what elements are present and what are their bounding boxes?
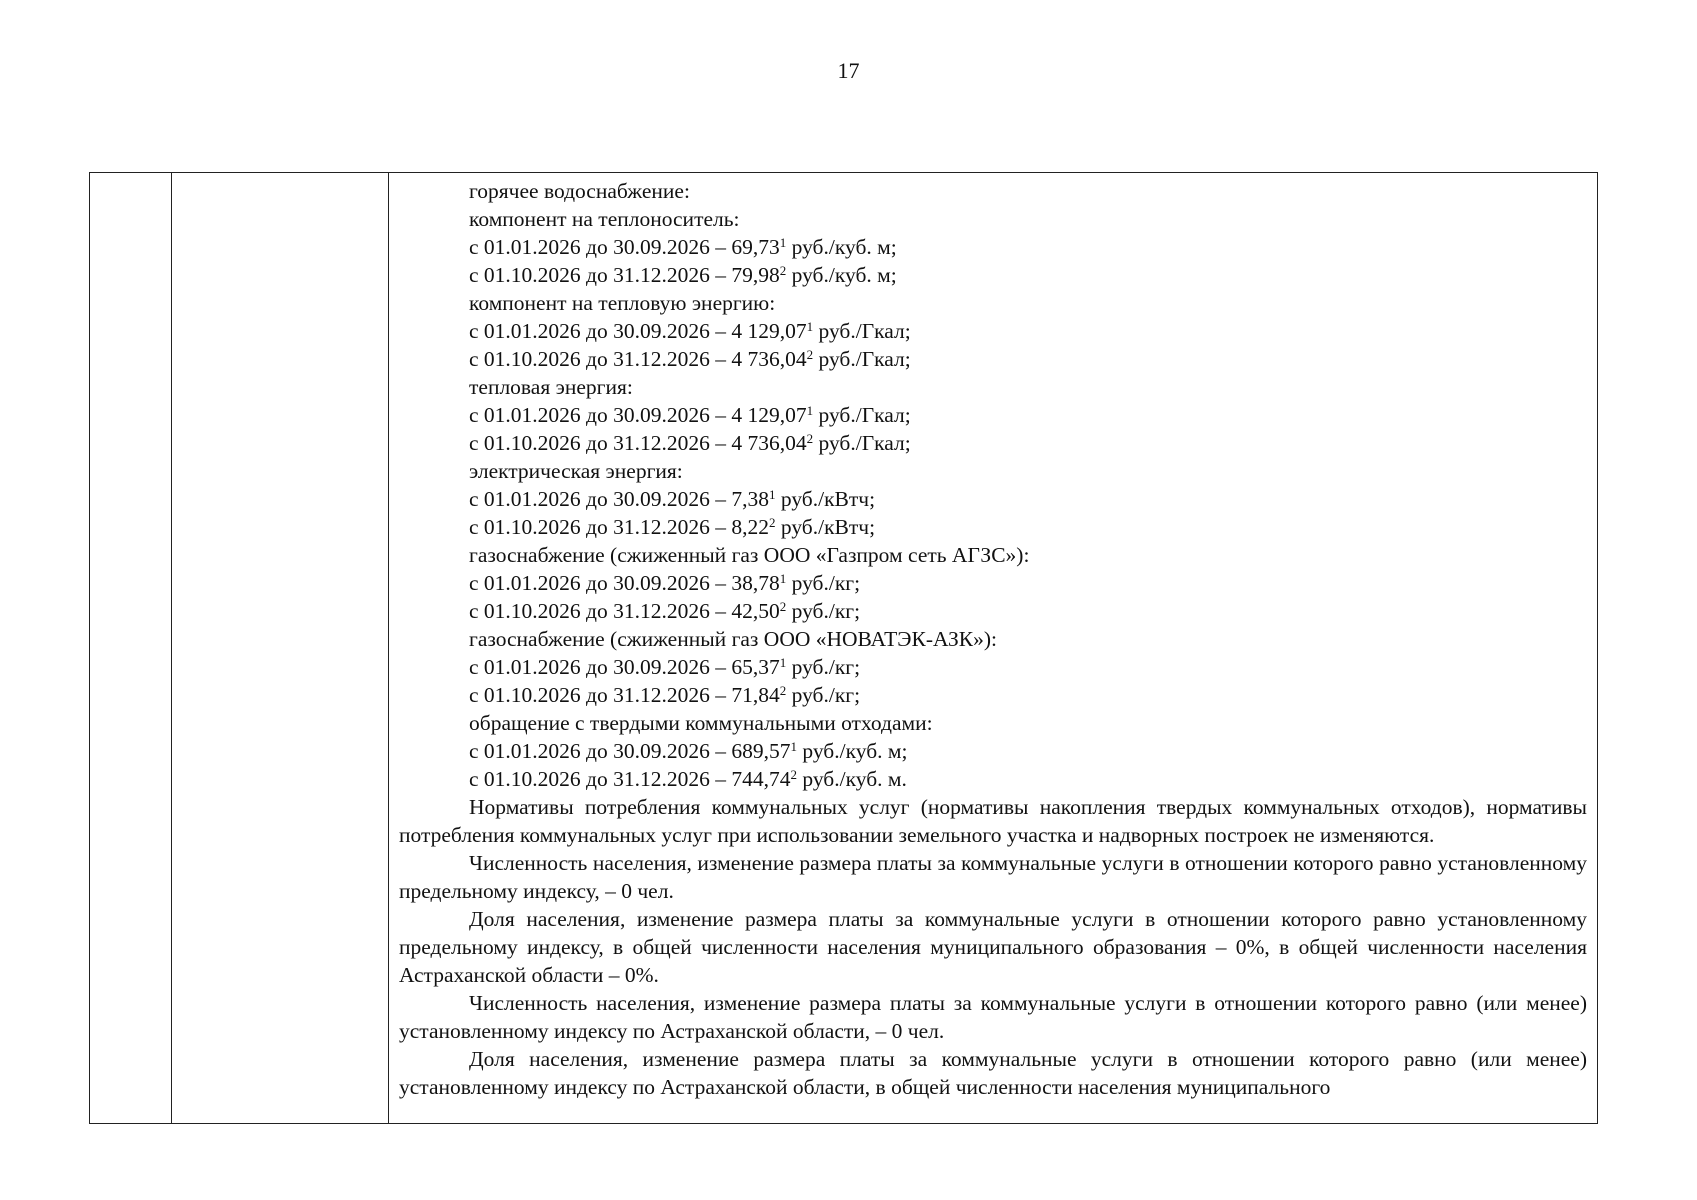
tariff-line [399, 709, 1587, 737]
table-column-name [172, 173, 389, 1123]
tariff-line [399, 205, 1587, 233]
tariff-line [399, 177, 1587, 205]
footnote-marker: 1 [790, 739, 797, 754]
tariff-line [399, 513, 1587, 541]
table-column-description [389, 173, 1597, 1123]
description-paragraph: Численность населения, изменение размера платы за коммунальные услуги в отношении которого равно установленному предельному индексу, – 0 чел. [399, 851, 1587, 903]
tariff-line-text: с 01.01.2026 до 30.09.2026 – 65,37 [469, 655, 780, 679]
tariff-line-text: газоснабжение (сжиженный газ ООО «НОВАТЭК-АЗК»): [469, 627, 997, 651]
footnote-marker: 1 [779, 571, 787, 586]
tariff-line-text: с 01.10.2026 до 31.12.2026 – 8,22 [469, 515, 769, 539]
tariff-unit: руб./куб. м. [796, 767, 907, 791]
tariff-line [399, 457, 1587, 485]
tariff-line-text: с 01.01.2026 до 30.09.2026 – 4 129,07 [469, 319, 807, 343]
tariff-line [399, 653, 1587, 681]
tariff-line [399, 401, 1587, 429]
tariff-line-text: компонент на тепловую энергию: [469, 291, 776, 315]
tariff-line [399, 485, 1587, 513]
footnote-marker: 2 [779, 683, 787, 698]
tariff-line-text: с 01.10.2026 до 31.12.2026 – 71,84 [469, 683, 780, 707]
tariff-line [399, 737, 1587, 765]
tariff-line-text: электрическая энергия: [469, 459, 683, 483]
tariff-unit: руб./куб. м; [796, 739, 908, 763]
tariff-line-text: горячее водоснабжение: [469, 179, 690, 203]
tariff-line [399, 429, 1587, 457]
tariff-line-text: с 01.10.2026 до 31.12.2026 – 4 736,04 [469, 347, 807, 371]
footnote-marker: 1 [779, 655, 787, 670]
footnote-marker: 1 [768, 487, 776, 502]
tariff-line [399, 625, 1587, 653]
footnote-marker: 1 [806, 403, 814, 418]
footnote-marker: 2 [806, 431, 814, 446]
tariff-line-text: с 01.10.2026 до 31.12.2026 – 744,74 [469, 767, 791, 791]
tariff-unit: руб./кВтч; [775, 515, 876, 539]
tariff-line [399, 597, 1587, 625]
tariff-line-text: с 01.01.2026 до 30.09.2026 – 4 129,07 [469, 403, 807, 427]
tariff-line [399, 317, 1587, 345]
tariff-unit: руб./кг; [786, 655, 861, 679]
tariff-line [399, 261, 1587, 289]
tariff-line-text: тепловая энергия: [469, 375, 633, 399]
tariff-line-text: с 01.10.2026 до 31.12.2026 – 79,98 [469, 263, 780, 287]
tariff-line-text: газоснабжение (сжиженный газ ООО «Газпром сеть АГЗС»): [469, 543, 1030, 567]
page-number: 17 [837, 58, 860, 83]
description-paragraphs [399, 793, 1587, 1101]
tariff-line [399, 569, 1587, 597]
footnote-marker: 2 [768, 515, 776, 530]
footnote-marker: 1 [806, 319, 814, 334]
tariff-unit: руб./куб. м; [786, 235, 897, 259]
tariff-line-text: с 01.10.2026 до 31.12.2026 – 42,50 [469, 599, 780, 623]
footnote-marker: 1 [779, 235, 787, 250]
footnote-marker: 2 [790, 767, 797, 782]
footnote-marker: 2 [779, 263, 787, 278]
tariff-unit: руб./кг; [786, 599, 861, 623]
tariff-list [399, 177, 1587, 793]
footnote-marker: 2 [779, 599, 787, 614]
tariff-unit: руб./кВтч; [775, 487, 876, 511]
tariff-unit: руб./Гкал; [813, 319, 911, 343]
tariff-unit: руб./Гкал; [813, 403, 911, 427]
tariff-unit: руб./кг; [786, 571, 861, 595]
description-paragraph: Доля населения, изменение размера платы за коммунальные услуги в отношении которого равно (или менее) установленному индексу по Астраханской области, в общей численности населения муниципального [399, 1047, 1587, 1099]
tariff-unit: руб./куб. м; [786, 263, 897, 287]
tariff-line [399, 541, 1587, 569]
tariff-line-text: обращение с твердыми коммунальными отходами: [469, 711, 933, 735]
tariff-line [399, 681, 1587, 709]
tariff-unit: руб./Гкал; [813, 347, 911, 371]
tariff-line-text: с 01.01.2026 до 30.09.2026 – 69,73 [469, 235, 780, 259]
tariff-line [399, 345, 1587, 373]
document-table [89, 172, 1598, 1124]
description-paragraph: Доля населения, изменение размера платы за коммунальные услуги в отношении которого равно установленному предельному индексу, в общей численности населения муниципального образования – 0%, в общей численности населения Астраханской области – 0%. [399, 907, 1587, 987]
tariff-line [399, 765, 1587, 793]
description-paragraph: Нормативы потребления коммунальных услуг (нормативы накопления твердых коммунальных отходов), нормативы потребления коммунальных услуг при использовании земельного участка и надворных построек не изменяются. [399, 795, 1587, 847]
footnote-marker: 2 [806, 347, 814, 362]
table-column-number [90, 173, 172, 1123]
tariff-unit: руб./Гкал; [813, 431, 911, 455]
tariff-unit: руб./кг; [786, 683, 861, 707]
tariff-line [399, 289, 1587, 317]
tariff-line [399, 233, 1587, 261]
tariff-line-text: с 01.01.2026 до 30.09.2026 – 38,78 [469, 571, 780, 595]
tariff-line-text: с 01.01.2026 до 30.09.2026 – 689,57 [469, 739, 791, 763]
tariff-line [399, 373, 1587, 401]
tariff-line-text: с 01.10.2026 до 31.12.2026 – 4 736,04 [469, 431, 807, 455]
tariff-line-text: с 01.01.2026 до 30.09.2026 – 7,38 [469, 487, 769, 511]
description-paragraph: Численность населения, изменение размера платы за коммунальные услуги в отношении которого равно (или менее) установленному индексу по Астраханской области, – 0 чел. [399, 991, 1587, 1043]
tariff-line-text: компонент на теплоноситель: [469, 207, 740, 231]
